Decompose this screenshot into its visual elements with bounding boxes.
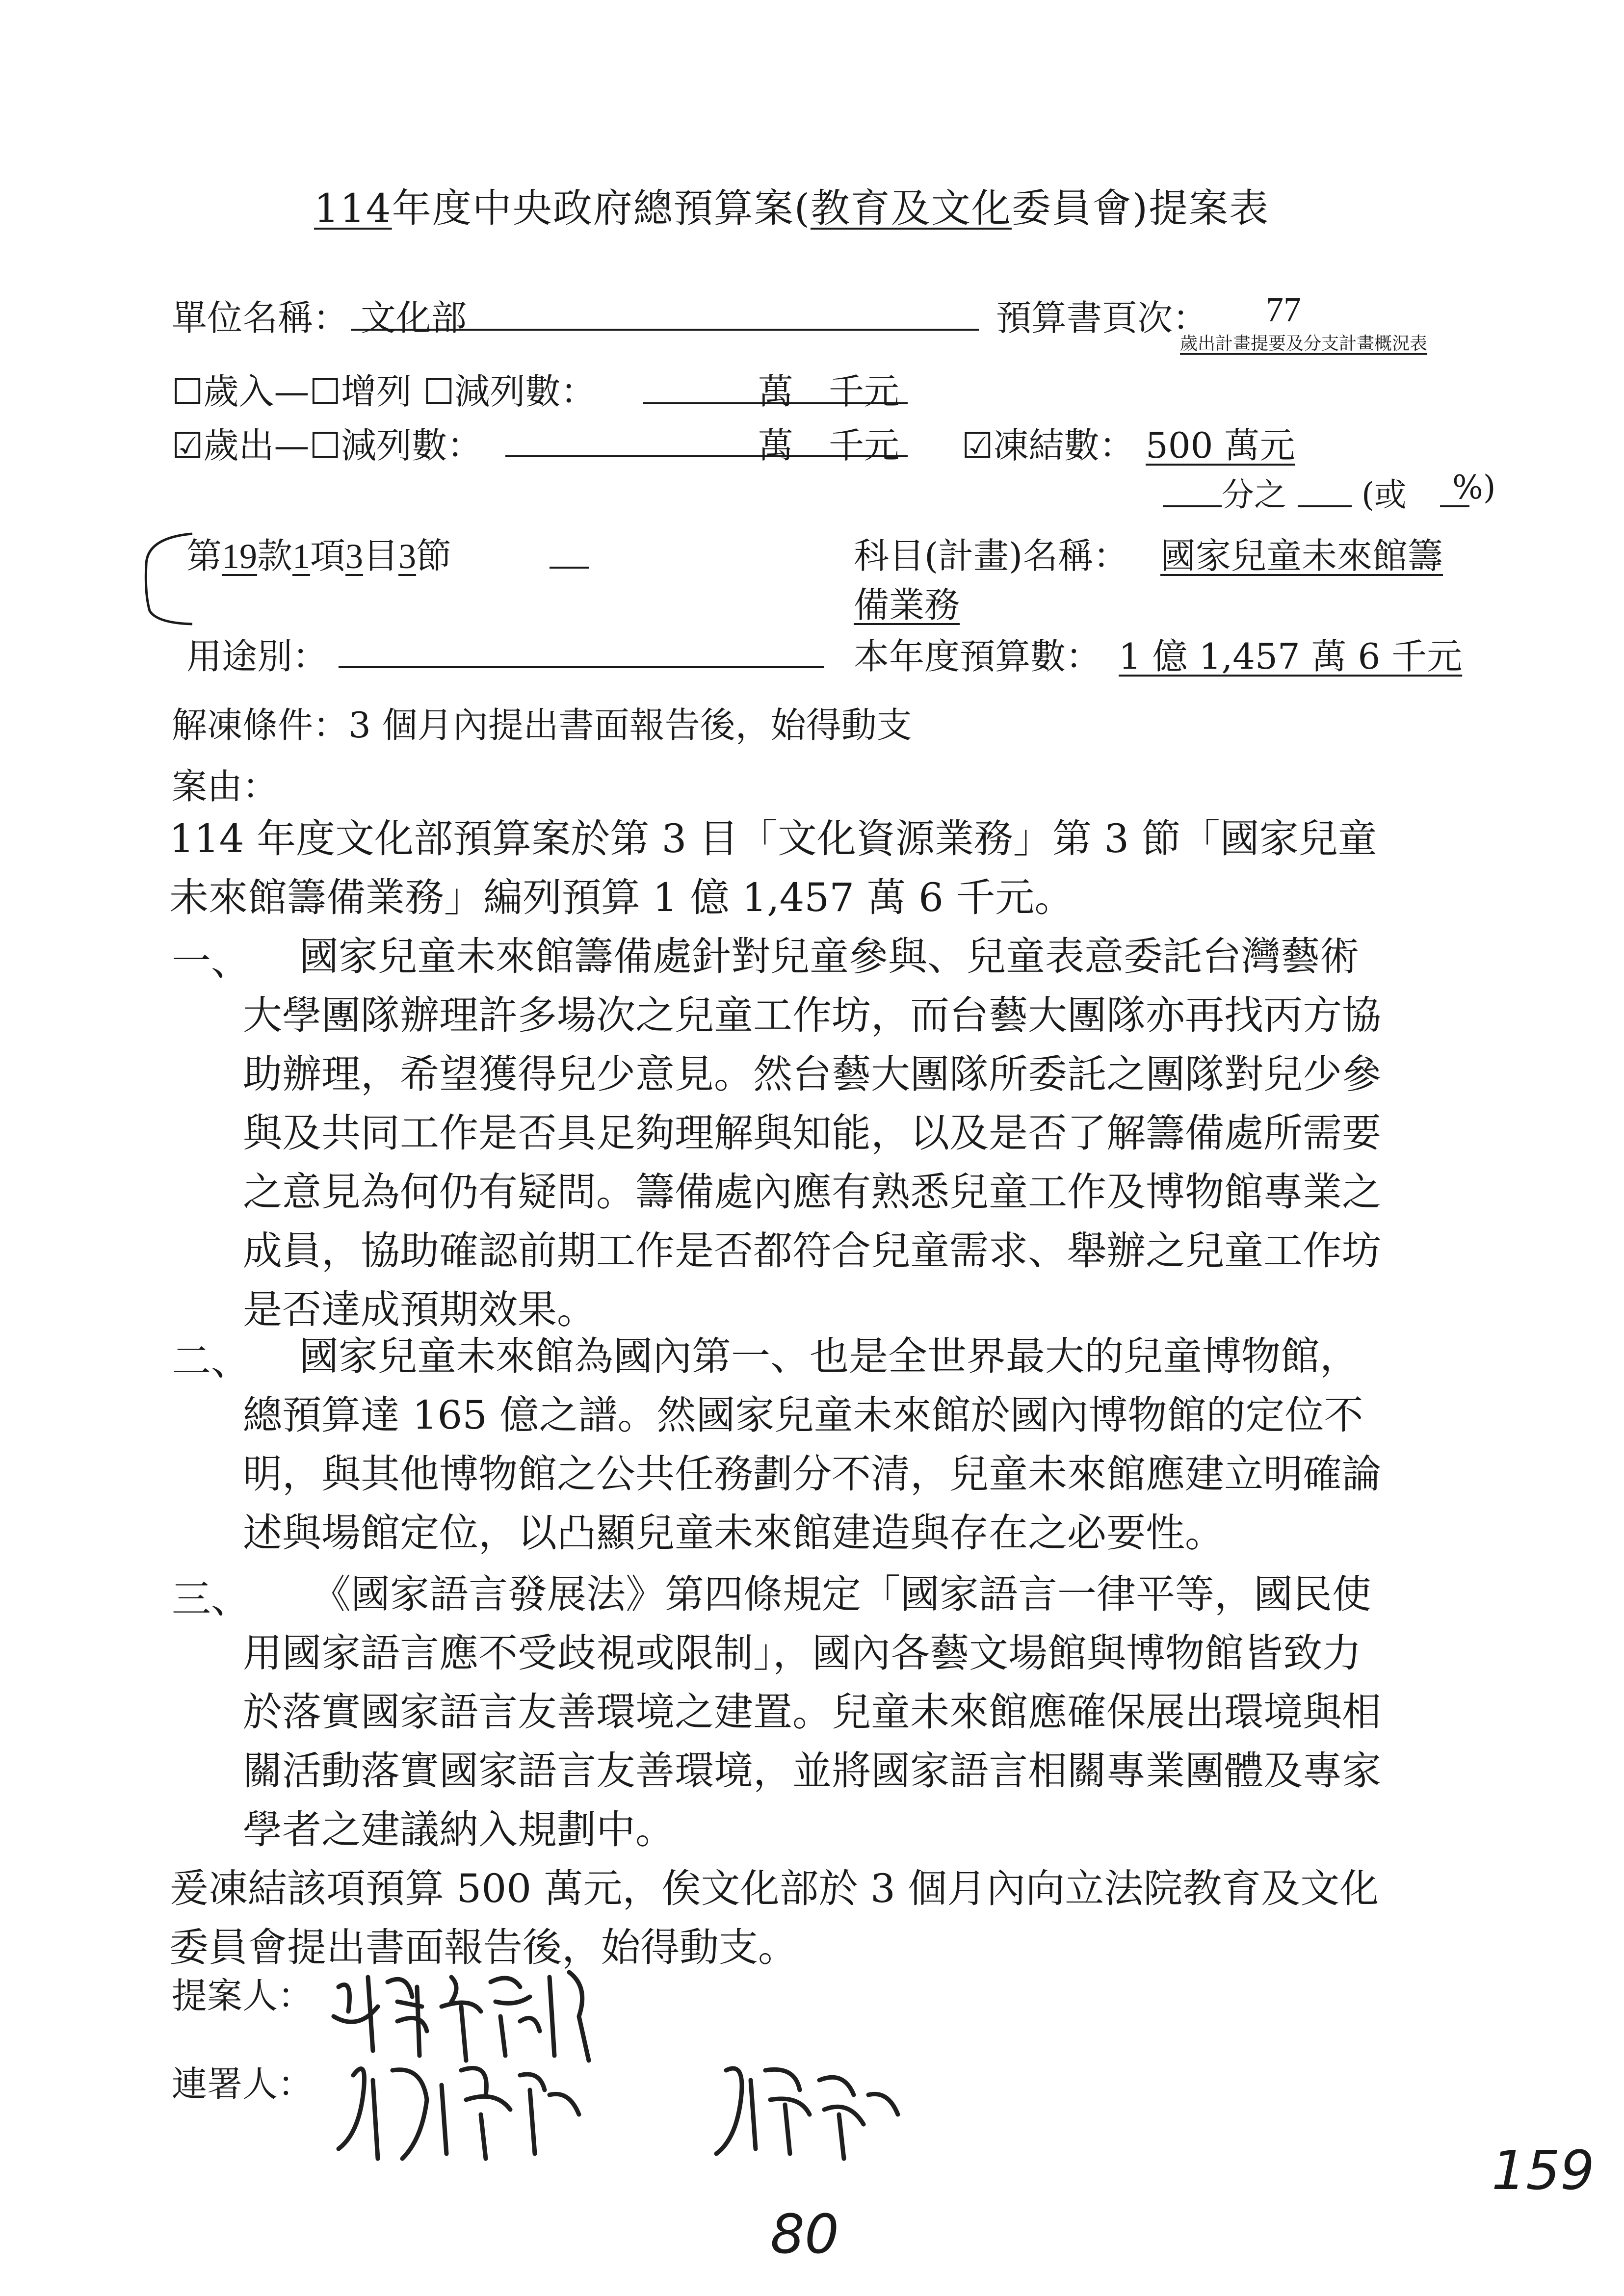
item-line: 總預算達 165 億之譜。然國家兒童未來館於國內博物館的定位不	[243, 1392, 1363, 1438]
mu-value: 3	[345, 537, 364, 576]
account-code	[186, 527, 451, 578]
item-number: 三、	[172, 1576, 250, 1622]
jie-value: 3	[398, 537, 417, 576]
annual-budget-label: 本年度預算數：	[854, 636, 1101, 677]
item-line: 成員，協助確認前期工作是否都符合兒童需求、舉辦之兒童工作坊	[243, 1228, 1381, 1274]
reason-label: 案由：	[172, 766, 278, 807]
title-year: 114	[314, 185, 392, 231]
intro-line: 未來館籌備業務」編列預算 1 億 1,457 萬 6 千元。	[169, 875, 1074, 920]
xiang-value: 1	[292, 537, 311, 576]
unfreeze-condition: 解凍條件：3 個月內提出書面報告後，始得動支	[172, 704, 912, 746]
kuan-value: 19	[222, 537, 258, 576]
budget-page-value: 77	[1266, 290, 1301, 329]
item-line	[243, 1327, 1381, 1386]
cosigner-label: 連署人：	[172, 2063, 314, 2105]
item-body	[243, 1327, 1381, 1563]
ratio-part: 分之	[1222, 476, 1286, 514]
item-line	[243, 927, 1381, 986]
item-line: 學者之建議納入規劃中。	[243, 1807, 675, 1852]
page-title	[314, 177, 1269, 233]
proposer-label: 提案人：	[172, 1975, 314, 2016]
account-trailing-line	[550, 567, 589, 569]
ratio-line-2	[1298, 505, 1352, 507]
unit-underline	[351, 329, 979, 331]
item-line: 於落實國家語言友善環境之建置。兒童未來館應確保展出環境與相	[243, 1689, 1381, 1735]
item-body	[243, 1565, 1381, 1859]
title-after: 委員會)提案表	[1011, 185, 1270, 231]
item-line: 用國家語言應不受歧視或限制」，國內各藝文場館與博物館皆致力	[243, 1630, 1362, 1676]
kuan-suffix: 款	[257, 535, 293, 576]
item-line: 助辦理，希望獲得兒少意見。然台藝大團隊所委託之團隊對兒少參	[243, 1051, 1381, 1097]
revenue-row: ☐歲入—☐增列 ☐減列數：	[172, 371, 596, 412]
mu-suffix: 目	[363, 535, 399, 576]
item-line: 關活動落實國家語言友善環境，並將國家語言相關專業團體及專家	[243, 1748, 1381, 1794]
item-line: 是否達成預期效果。	[243, 1287, 596, 1332]
item-body	[243, 927, 1381, 1339]
item-line-text: 《國家語言發展法》第四條規定「國家語言一律平等，國民使	[312, 1571, 1371, 1617]
ratio-or: (或	[1362, 476, 1407, 514]
subject-label: 科目(計畫)名稱：	[854, 535, 1129, 576]
right-page-number: 159	[1492, 2139, 1595, 2202]
freeze-value: 500 萬元	[1146, 425, 1295, 466]
item-line: 明，與其他博物館之公共任務劃分不清，兒童未來館應建立明確論	[243, 1451, 1381, 1497]
item-number: 一、	[172, 939, 250, 984]
item-line: 與及共同工作是否具足夠理解與知能，以及是否了解籌備處所需要	[243, 1110, 1381, 1156]
conclusion-line: 爰凍結該項預算 500 萬元，俟文化部於 3 個月內向立法院教育及文化	[169, 1866, 1379, 1911]
expense-units: 萬 千元	[758, 425, 900, 466]
reason-intro	[169, 809, 1377, 927]
item-line: 之意見為何仍有疑問。籌備處內應有熟悉兒童工作及博物館專業之	[243, 1169, 1381, 1215]
bottom-page-number: 80	[770, 2203, 839, 2266]
unit-value: 文化部	[361, 297, 467, 339]
intro-line: 114 年度文化部預算案於第 3 目「文化資源業務」第 3 節「國家兒童	[169, 816, 1377, 861]
expense-row: ☑歲出—☐減列數：	[172, 425, 483, 466]
ratio-pct: %)	[1452, 469, 1496, 506]
subject-line-2: 備業務	[854, 584, 960, 626]
title-before: 年度中央政府總預算案(	[392, 185, 811, 231]
unit-label: 單位名稱：	[172, 297, 349, 339]
item-line-text: 國家兒童未來館為國內第一、也是全世界最大的兒童博物館，	[299, 1333, 1359, 1379]
annual-budget-value: 1 億 1,457 萬 6 千元	[1119, 636, 1463, 677]
budget-page-label: 預算書頁次：	[996, 297, 1208, 339]
budget-page-note: 歲出計畫提要及分支計畫概況表	[1180, 334, 1428, 354]
jie-suffix: 節	[416, 535, 452, 576]
freeze-label: ☑凍結數：	[962, 425, 1135, 466]
title-committee: 教育及文化	[810, 185, 1012, 231]
cosigner-signature	[324, 2041, 962, 2168]
subject-line-1: 國家兒童未來館籌	[1160, 535, 1443, 576]
conclusion-line: 委員會提出書面報告後，始得動支。	[169, 1925, 797, 1970]
item-line-text: 國家兒童未來館籌備處針對兒童參與、兒童表意委託台灣藝術	[299, 934, 1359, 979]
item-line: 述與場館定位，以凸顯兒童未來館建造與存在之必要性。	[243, 1510, 1224, 1556]
ratio-line-1	[1163, 505, 1222, 507]
item-line: 大學團隊辦理許多場次之兒童工作坊，而台藝大團隊亦再找丙方協	[243, 992, 1381, 1038]
kuan-prefix: 第	[186, 535, 222, 576]
usage-label: 用途別：	[186, 636, 328, 677]
revenue-units: 萬 千元	[758, 371, 900, 412]
usage-underline	[339, 666, 824, 668]
item-number: 二、	[172, 1338, 250, 1384]
item-line	[243, 1565, 1381, 1624]
xiang-suffix: 項	[310, 535, 346, 576]
